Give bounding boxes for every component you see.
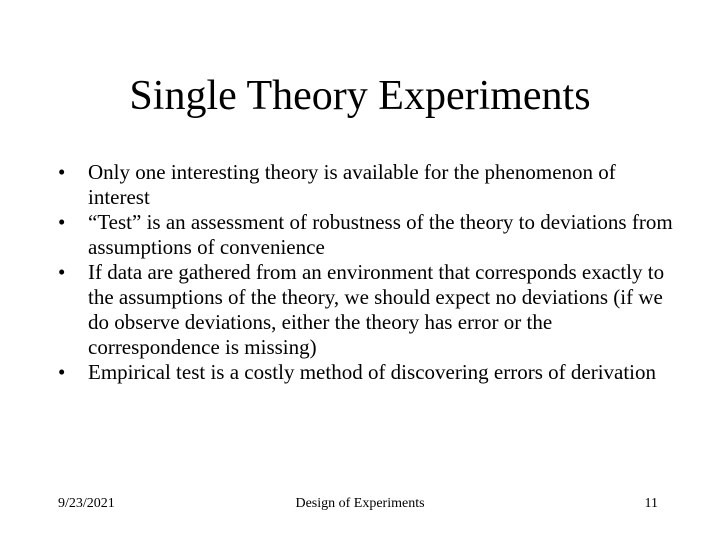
bullet-icon: • [58,260,66,284]
bullet-item [54,360,674,385]
bullet-text: If data are gathered from an environment that corresponds exactly to the assumptions of the theory, we should expect no deviations (if we do observe deviations, either the theory has error or the correspondence is missing) [88,260,665,359]
bullet-text: Empirical test is a costly method of discovering errors of derivation [88,360,657,384]
bullet-item [54,160,674,210]
bullet-icon: • [58,360,66,384]
footer-date: 9/23/2021 [58,496,115,511]
bullet-list [54,160,674,385]
bullet-item [54,260,674,360]
slide-title: Single Theory Experiments [129,73,591,119]
bullet-icon: • [58,210,66,234]
bullet-icon: • [58,160,66,184]
page-number: 11 [644,496,658,511]
bullet-text: Only one interesting theory is available for the phenomenon of interest [88,160,616,209]
footer-title: Design of Experiments [295,496,425,511]
bullet-text: “Test” is an assessment of robustness of the theory to deviations from assumptions of convenience [88,210,673,259]
bullet-item [54,210,674,260]
